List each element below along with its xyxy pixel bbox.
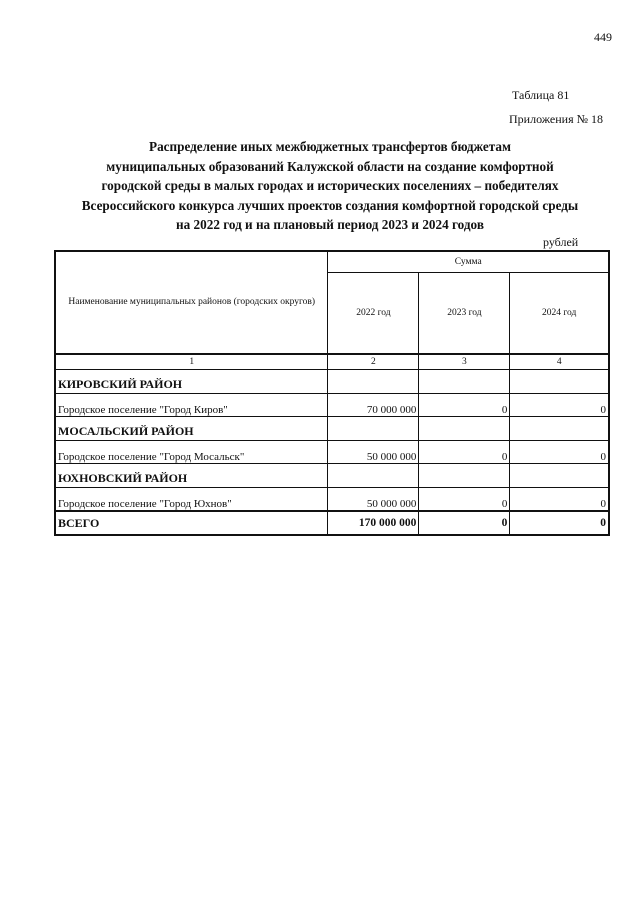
total-2023: 0 — [419, 511, 510, 535]
header-year-cell: 2023 год — [419, 273, 510, 355]
empty-cell — [328, 464, 419, 488]
district-row — [55, 464, 609, 488]
amount-2022: 50 000 000 — [328, 488, 419, 512]
amount-2024: 0 — [510, 394, 609, 417]
district-row — [55, 417, 609, 441]
amount-2022: 70 000 000 — [328, 394, 419, 417]
empty-cell — [419, 370, 510, 394]
district-name: МОСАЛЬСКИЙ РАЙОН — [55, 417, 328, 441]
empty-cell — [419, 464, 510, 488]
header-year-cell: 2024 год — [510, 273, 609, 355]
settlement-name: Городское поселение "Город Юхнов" — [55, 488, 328, 512]
settlement-name: Городское поселение "Город Мосальск" — [55, 441, 328, 464]
document-title — [40, 137, 620, 235]
amount-2022: 50 000 000 — [328, 441, 419, 464]
empty-cell — [328, 417, 419, 441]
header-year-cell: 2022 год — [328, 273, 419, 355]
column-number-cell: 4 — [510, 354, 609, 370]
distribution-table — [54, 250, 610, 536]
header-name-cell: Наименование муниципальных районов (городских округов) — [55, 251, 328, 354]
appendix-label: Приложения № 18 — [509, 112, 604, 126]
currency-unit: рублей — [543, 235, 579, 249]
amount-2024: 0 — [510, 441, 609, 464]
total-2024: 0 — [510, 511, 609, 535]
header-row — [55, 251, 609, 273]
column-number-cell: 3 — [419, 354, 510, 370]
empty-cell — [328, 370, 419, 394]
amount-2023: 0 — [419, 441, 510, 464]
settlement-row — [55, 441, 609, 464]
settlement-row — [55, 488, 609, 512]
total-2022: 170 000 000 — [328, 511, 419, 535]
title-line: на 2022 год и на плановый период 2023 и 2024 годов — [176, 217, 484, 232]
empty-cell — [510, 370, 609, 394]
title-line: муниципальных образований Калужской области на создание комфортной — [106, 158, 554, 174]
settlement-row — [55, 394, 609, 417]
title-line: Всероссийского конкурса лучших проектов создания комфортной городской среды — [81, 197, 579, 213]
district-name: ЮХНОВСКИЙ РАЙОН — [55, 464, 328, 488]
empty-cell — [419, 417, 510, 441]
empty-cell — [510, 417, 609, 441]
total-row — [55, 511, 609, 535]
column-number-cell: 2 — [328, 354, 419, 370]
settlement-name: Городское поселение "Город Киров" — [55, 394, 328, 417]
district-row — [55, 370, 609, 394]
header-sum-cell: Сумма — [328, 251, 609, 273]
title-line: городской среды в малых городах и исторических поселениях – победителях — [101, 178, 559, 193]
empty-cell — [510, 464, 609, 488]
column-number-row — [55, 354, 609, 370]
table-label: Таблица 81 — [512, 88, 570, 102]
page-number: 449 — [594, 30, 612, 44]
amount-2024: 0 — [510, 488, 609, 512]
total-label: ВСЕГО — [55, 511, 328, 535]
title-line: Распределение иных межбюджетных трансфертов бюджетам — [149, 139, 511, 154]
column-number-cell: 1 — [55, 354, 328, 370]
district-name: КИРОВСКИЙ РАЙОН — [55, 370, 328, 394]
amount-2023: 0 — [419, 488, 510, 512]
amount-2023: 0 — [419, 394, 510, 417]
